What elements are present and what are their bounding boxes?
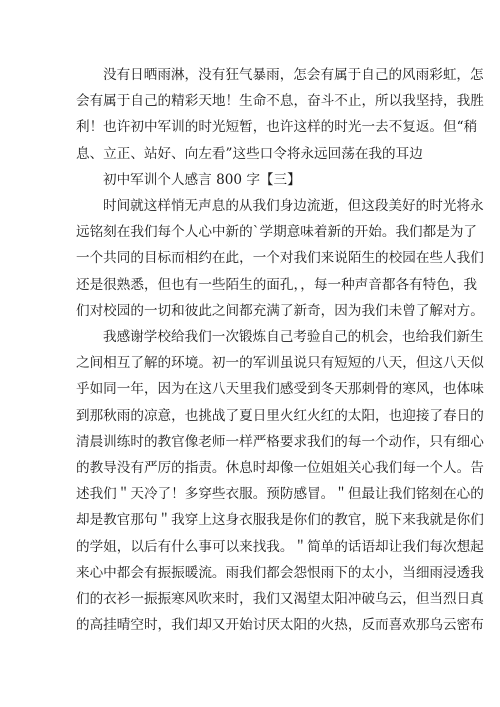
paragraph-3 <box>76 324 484 638</box>
section-heading <box>76 167 428 193</box>
text-line: 述我们＂天冷了！多穿些衣服。预防感冒。＂但最让我们铭刻在心的 <box>76 486 484 503</box>
text-line: 没有日晒雨淋，没有狂气暴雨，怎会有属于自己的风雨彩虹，怎 <box>103 67 484 83</box>
heading-text: 初中军训个人感言 800 字【三】 <box>103 171 301 188</box>
text-line: 利！也许初中军训的时光短暂，也许这样的时光一去不复返。但“稍 <box>76 119 478 136</box>
text-line: 乎如同一年，因为在这八天里我们感受到冬天那刺骨的寒风，也体味 <box>76 381 484 398</box>
text-line: 还是很熟悉，但也有一些陌生的面孔，，每一种声音都各有特色，我 <box>76 276 478 293</box>
text-line: 远铭刻在我们每个人心中新的`学期意味着新的开始。我们都是为了 <box>76 224 478 241</box>
text-line: 时间就这样悄无声息的从我们身边流逝，但这段美好的时光将永 <box>103 198 484 215</box>
text-line: 息、立正、站好、向左看”这些口令将永远回荡在我的耳边 <box>76 145 423 162</box>
paragraph-2 <box>76 193 484 324</box>
text-line: 到那秋雨的凉意，也挑战了夏日里火红火红的太阳，也迎接了春日的 <box>76 407 484 424</box>
text-line: 们的衣衫一振振寒风吹来时，我们又渴望太阳冲破乌云，但当烈日真 <box>76 591 484 608</box>
text-line: 们对校园的一切和彼此之间都充满了新奇，因为我们未曾了解对方。 <box>76 302 484 319</box>
text-line: 却是教官那句＂我穿上这身衣服我是你们的教官，脱下来我就是你们 <box>76 512 484 529</box>
text-line: 的高挂晴空时，我们却又开始讨厌太阳的火热，反而喜欢那乌云密布 <box>76 617 484 634</box>
text-line: 我感谢学校给我们一次锻炼自己考验自己的机会，也给我们新生 <box>103 329 484 346</box>
text-line: 的教导没有严厉的指责。休息时却像一位姐姐关心我们每一个人。告 <box>76 460 484 477</box>
text-line: 会有属于自己的精彩天地！生命不息，奋斗不止，所以我坚持，我胜 <box>76 93 484 110</box>
document-body <box>76 62 484 638</box>
text-line: 的学姐，以后有什么事可以来找我。＂简单的话语却让我们每次想起 <box>76 538 484 555</box>
text-line: 之间相互了解的环境。初一的军训虽说只有短短的八天，但这八天似 <box>76 355 484 372</box>
text-line: 来心中都会有振振暖流。雨我们都会怨恨雨下的太小，当细雨浸透我 <box>76 564 484 581</box>
text-line: 清晨训练时的教官像老师一样严格要求我们的每一个动作，只有细心 <box>76 433 484 450</box>
text-line: 一个共同的目标而相约在此，一个对我们来说陌生的校园在些人我们 <box>76 250 484 267</box>
paragraph-1 <box>76 62 484 167</box>
